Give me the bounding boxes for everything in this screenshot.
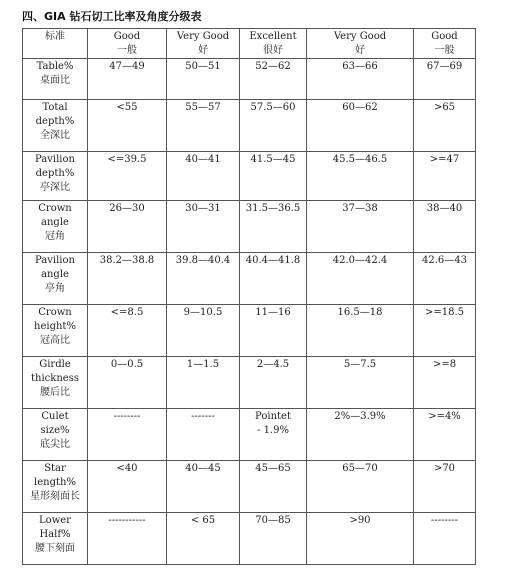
table-cell: 0—0.5	[88, 357, 167, 409]
gia-grading-table	[22, 28, 476, 565]
table-cell: 55—57	[167, 100, 240, 152]
table-cell: < 65	[167, 513, 240, 565]
table-cell: 67—69	[414, 59, 476, 100]
table-cell: Pointet - 1.9%	[240, 409, 307, 461]
table-cell: 42.6—43	[414, 253, 476, 305]
table-cell: 45—65	[240, 461, 307, 513]
table-cell: -----------	[88, 513, 167, 565]
table-row	[23, 513, 476, 565]
table-row	[23, 305, 476, 357]
table-cell: 41.5—45	[240, 152, 307, 201]
table-cell: 70—85	[240, 513, 307, 565]
table-cell: 5—7.5	[307, 357, 414, 409]
row-label-cell: Lower Half% 腰下刻面	[23, 513, 88, 565]
table-row	[23, 253, 476, 305]
table-cell: 11—16	[240, 305, 307, 357]
table-row	[23, 152, 476, 201]
row-label-cell: Crown height% 冠高比	[23, 305, 88, 357]
table-cell: 2%—3.9%	[307, 409, 414, 461]
table-cell: >=4%	[414, 409, 476, 461]
table-header-cell: Good 一般	[414, 29, 476, 59]
table-cell: 16.5—18	[307, 305, 414, 357]
table-cell: 37—38	[307, 201, 414, 253]
table-cell: --------	[88, 409, 167, 461]
row-label-cell: Pavilion angle 亭角	[23, 253, 88, 305]
table-row	[23, 100, 476, 152]
table-cell: 45.5—46.5	[307, 152, 414, 201]
table-header-cell: 标准	[23, 29, 88, 59]
table-cell: >=18.5	[414, 305, 476, 357]
table-row	[23, 201, 476, 253]
table-header-cell: Very Good 好	[307, 29, 414, 59]
table-cell: 52—62	[240, 59, 307, 100]
table-row	[23, 461, 476, 513]
table-header-row	[23, 29, 476, 59]
table-row	[23, 409, 476, 461]
table-cell: 38—40	[414, 201, 476, 253]
table-cell: 38.2—38.8	[88, 253, 167, 305]
table-cell: 40—45	[167, 461, 240, 513]
row-label-cell: Crown angle 冠角	[23, 201, 88, 253]
table-cell: 31.5—36.5	[240, 201, 307, 253]
table-cell: >=8	[414, 357, 476, 409]
table-cell: >65	[414, 100, 476, 152]
row-label-cell: Pavilion depth% 亭深比	[23, 152, 88, 201]
table-cell: 60—62	[307, 100, 414, 152]
table-cell: 30—31	[167, 201, 240, 253]
table-cell: >70	[414, 461, 476, 513]
table-cell: 40.4—41.8	[240, 253, 307, 305]
table-cell: 26—30	[88, 201, 167, 253]
table-cell: --------	[414, 513, 476, 565]
table-cell: 2—4.5	[240, 357, 307, 409]
table-row	[23, 59, 476, 100]
table-cell: <55	[88, 100, 167, 152]
table-cell: 40—41	[167, 152, 240, 201]
row-label-cell: Girdle thickness 腰后比	[23, 357, 88, 409]
table-cell: 65—70	[307, 461, 414, 513]
row-label-cell: Star length% 星形刻面长	[23, 461, 88, 513]
table-cell: 63—66	[307, 59, 414, 100]
table-header-cell: Excellent 很好	[240, 29, 307, 59]
table-cell: 57.5—60	[240, 100, 307, 152]
table-cell: 9—10.5	[167, 305, 240, 357]
table-cell: 1—1.5	[167, 357, 240, 409]
table-cell: <=39.5	[88, 152, 167, 201]
table-cell: 50—51	[167, 59, 240, 100]
table-cell: 39.8—40.4	[167, 253, 240, 305]
table-cell: >90	[307, 513, 414, 565]
page-title: 四、GIA 钻石切工比率及角度分级表	[22, 10, 202, 23]
table-cell: <40	[88, 461, 167, 513]
table-cell: -------	[167, 409, 240, 461]
row-label-cell: Table% 桌面比	[23, 59, 88, 100]
table-cell: 47—49	[88, 59, 167, 100]
table-row	[23, 357, 476, 409]
table-header-cell: Very Good 好	[167, 29, 240, 59]
table-cell: <=8.5	[88, 305, 167, 357]
table-cell: >=47	[414, 152, 476, 201]
row-label-cell: Culet size% 底尖比	[23, 409, 88, 461]
table-header-cell: Good 一般	[88, 29, 167, 59]
table-cell: 42.0—42.4	[307, 253, 414, 305]
row-label-cell: Total depth% 全深比	[23, 100, 88, 152]
